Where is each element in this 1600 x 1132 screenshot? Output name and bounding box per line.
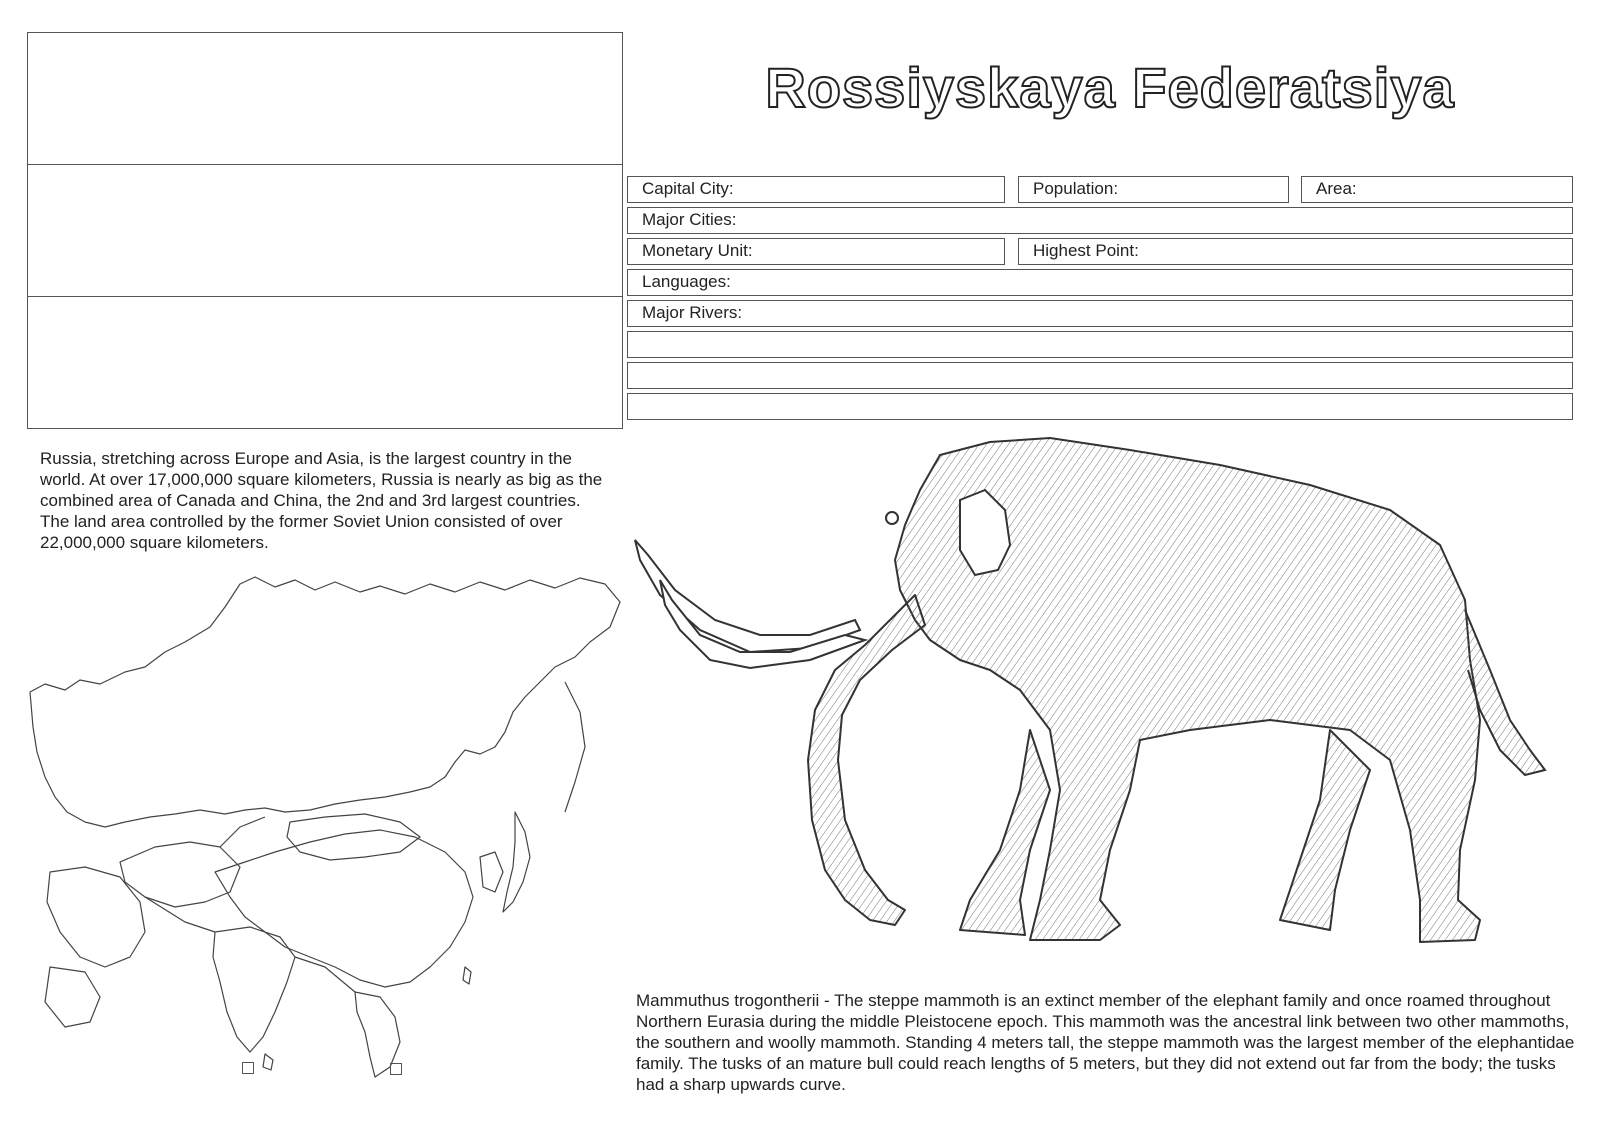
monetary-unit-field[interactable] (627, 238, 1005, 265)
highest-point-field[interactable] (1018, 238, 1573, 265)
highest-point-label: Highest Point: (1033, 241, 1139, 260)
middle-east-outline (47, 867, 145, 967)
mongolia-outline (287, 814, 420, 860)
flag-stripe-top (28, 33, 622, 165)
russia-outline (30, 577, 620, 827)
flag-stripe-bottom (28, 297, 622, 429)
taiwan-outline (463, 967, 471, 984)
arabian-peninsula-outline (45, 967, 100, 1027)
blank-line-field[interactable] (627, 362, 1573, 389)
interior-border (220, 817, 265, 847)
mammoth-leg-back (1280, 730, 1370, 930)
mammoth-eye (886, 512, 898, 524)
area-field[interactable] (1301, 176, 1573, 203)
capital-city-field[interactable] (627, 176, 1005, 203)
flag-outline (27, 32, 623, 429)
mammoth-tusk-lower (660, 580, 865, 668)
area-label: Area: (1316, 179, 1357, 198)
korea-outline (480, 852, 503, 892)
capital-city-label: Capital City: (642, 179, 734, 198)
major-cities-label: Major Cities: (642, 210, 737, 229)
languages-label: Languages: (642, 272, 731, 291)
mammoth-caption: Mammuthus trogontherii - The steppe mammoth is an extinct member of the elephant family and once roamed throughout Northern Eurasia during the middle Pleistocene epoch. This mammoth was the ancestral link between two other mammoths, the southern and woolly mammoth. Standing 4 meters tall, the steppe mammoth was the largest member of the elephantidae family. The tusks of an mature bull could reach lengths of 5 meters, but they did not extend out far from the body; the tusks had a sharp upwards curve. (636, 991, 1575, 1094)
languages-field[interactable] (627, 269, 1573, 296)
sri-lanka-outline (263, 1054, 273, 1070)
flag-stripe-middle (28, 165, 622, 297)
japan-outline (503, 812, 530, 912)
map-marker-box (390, 1063, 402, 1075)
major-cities-field[interactable] (627, 207, 1573, 234)
kamchatka-outline (565, 682, 585, 812)
blank-line-field[interactable] (627, 331, 1573, 358)
population-label: Population: (1033, 179, 1119, 198)
mammoth-illustration (630, 430, 1570, 975)
china-outline (215, 830, 473, 987)
population-field[interactable] (1018, 176, 1289, 203)
mammoth-leg-front (960, 730, 1050, 935)
major-rivers-label: Major Rivers: (642, 303, 743, 322)
page-title: Rossiyskaya Federatsiya (765, 56, 1455, 119)
intro-paragraph: Russia, stretching across Europe and Asia, is the largest country in the world. At over 17,000,000 square kilometers, Russia is nearly as big as the combined area of Canada and China, the 2nd and 3rd largest countries. The land area controlled by the former Soviet Union consisted of over 22,000,000 square kilometers. (40, 449, 603, 552)
major-rivers-field[interactable] (627, 300, 1573, 327)
asia-outline-map (25, 572, 625, 1102)
map-marker-box (242, 1062, 254, 1074)
monetary-unit-label: Monetary Unit: (642, 241, 753, 260)
central-asia-outline (120, 842, 240, 907)
blank-line-field[interactable] (627, 393, 1573, 420)
interior-border (295, 957, 355, 992)
